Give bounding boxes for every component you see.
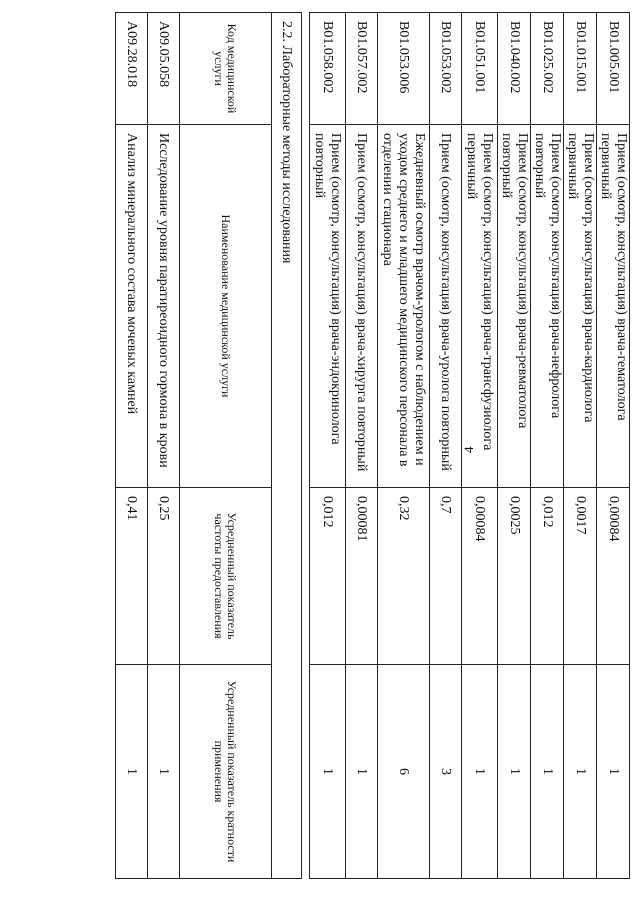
multiplicity-value: 1 <box>116 665 148 879</box>
service-name: Прием (осмотр, консультация) врача-кардиолога первичный <box>564 125 597 488</box>
frequency-value: 0,25 <box>148 488 180 665</box>
header-multiplicity: Усредненный показатель кратности применения <box>180 665 272 879</box>
multiplicity-value: 1 <box>597 665 630 879</box>
header-frequency: Усредненный показатель частоты предоставления <box>180 488 272 665</box>
service-code: B01.058.002 <box>310 13 346 125</box>
frequency-value: 0,0017 <box>564 488 597 665</box>
frequency-value: 0,0025 <box>498 488 531 665</box>
table-row <box>148 13 180 879</box>
section-title: 2.2. Лабораторные методы исследования <box>272 13 302 879</box>
frequency-value: 0,00081 <box>346 488 378 665</box>
table-row <box>116 13 148 879</box>
table-row <box>564 13 597 879</box>
table-row <box>531 13 564 879</box>
service-code: A09.28.018 <box>116 13 148 125</box>
service-name: Прием (осмотр, консультация) врача-трансфузиолога первичный <box>462 125 498 488</box>
multiplicity-value: 1 <box>148 665 180 879</box>
service-name: Прием (осмотр, консультация) врача-уролога повторный <box>430 125 462 488</box>
service-name: Прием (осмотр, консультация) врача-эндокринолога повторный <box>310 125 346 488</box>
service-code: B01.057.002 <box>346 13 378 125</box>
service-name: Прием (осмотр, консультация) врача-нефролога повторный <box>531 125 564 488</box>
frequency-value: 0,00084 <box>462 488 498 665</box>
multiplicity-value: 1 <box>498 665 531 879</box>
service-name: Прием (осмотр, консультация) врача-гематолога первичный <box>597 125 630 488</box>
frequency-value: 0,012 <box>310 488 346 665</box>
services-table <box>309 12 630 879</box>
service-code: B01.040.002 <box>498 13 531 125</box>
table-row <box>310 13 346 879</box>
header-code: Код медицинской услуги <box>180 13 272 125</box>
service-name: Исследование уровня паратиреоидного гормона в крови <box>148 125 180 488</box>
service-code: B01.025.002 <box>531 13 564 125</box>
service-code: B01.053.006 <box>378 13 430 125</box>
table-row <box>346 13 378 879</box>
rotated-page-content <box>70 12 630 888</box>
service-name: Анализ минерального состава мочевых камней <box>116 125 148 488</box>
section-title-row <box>272 13 302 879</box>
lab-methods-table <box>115 12 302 879</box>
table-row <box>498 13 531 879</box>
frequency-value: 0,41 <box>116 488 148 665</box>
table-row <box>430 13 462 879</box>
multiplicity-value: 3 <box>430 665 462 879</box>
service-code: B01.053.002 <box>430 13 462 125</box>
service-name: Ежедневный осмотр врачом-урологом с наблюдением и уходом среднего и младшего медицинского персонала в отделении стационара <box>378 125 430 488</box>
service-code: B01.005.001 <box>597 13 630 125</box>
frequency-value: 0,7 <box>430 488 462 665</box>
table-row <box>378 13 430 879</box>
frequency-value: 0,012 <box>531 488 564 665</box>
multiplicity-value: 1 <box>346 665 378 879</box>
frequency-value: 0,32 <box>378 488 430 665</box>
service-name: Прием (осмотр, консультация) врача-ревматолога повторный <box>498 125 531 488</box>
header-row <box>180 13 272 879</box>
service-code: B01.015.001 <box>564 13 597 125</box>
service-code: A09.05.058 <box>148 13 180 125</box>
multiplicity-value: 1 <box>564 665 597 879</box>
multiplicity-value: 1 <box>310 665 346 879</box>
service-name: Прием (осмотр, консультация) врача-хирурга повторный <box>346 125 378 488</box>
frequency-value: 0,00084 <box>597 488 630 665</box>
table-row <box>597 13 630 879</box>
header-name: Наименование медицинской услуги <box>180 125 272 488</box>
page-number: 4 <box>461 446 476 453</box>
table-row <box>462 13 498 879</box>
multiplicity-value: 1 <box>531 665 564 879</box>
multiplicity-value: 1 <box>462 665 498 879</box>
multiplicity-value: 6 <box>378 665 430 879</box>
service-code: B01.051.001 <box>462 13 498 125</box>
